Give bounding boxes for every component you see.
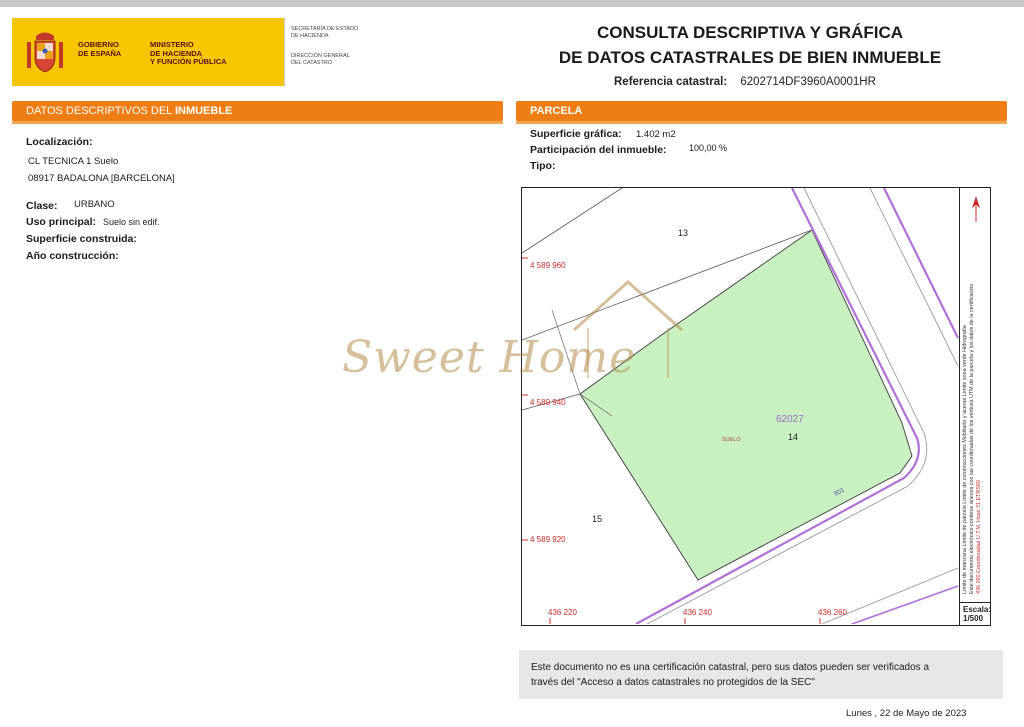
direccion-line2: DEL CATASTRO (291, 59, 333, 66)
map-drawing (522, 188, 959, 624)
descriptivos-header (12, 101, 503, 121)
cadastral-map (521, 187, 991, 626)
legend-line1: Límite de manzana Límite de parcela Límite de construcciones Mobiliario y aceras Límite zona verde Hidrografía (962, 325, 968, 594)
ministry-line1: MINISTERIO (150, 40, 194, 49)
tipo-label: Tipo: (530, 160, 556, 172)
note-line2: través del "Acceso a datos catastrales no protegidos de la SEC" (531, 677, 815, 688)
scale-box (959, 602, 990, 625)
scale-label: Escala: (963, 605, 992, 614)
legend-text (960, 188, 991, 598)
sidewalk-line-2 (870, 188, 958, 366)
address-line2: 08917 BADALONA [BARCELONA] (28, 173, 175, 184)
note-line1: Este documento no es una certificación catastral, pero sus datos pueden ser verificados a (531, 662, 930, 673)
document-date: Lunes , 22 de Mayo de 2023 (846, 708, 967, 719)
scale-value: 1/500 (963, 614, 984, 623)
y-coord-bot: 4 589 920 (530, 535, 566, 544)
gov-name-line1: GOBIERNO (78, 40, 119, 49)
legend-line2: Este documento electrónico contiene anexos con las coordenadas de los vértices UTM de la parcela y los datos de la certificación. (969, 282, 975, 594)
reference-row (614, 76, 876, 88)
secretaria-text (291, 26, 364, 39)
ministry-name (150, 41, 227, 67)
boundary-line-1 (522, 188, 622, 253)
secretaria-line1: SECRETARÍA DE ESTADO (291, 26, 359, 32)
title-line2: DE DATOS CATASTRALES DE BIEN INMUEBLE (558, 48, 942, 67)
title-line1: CONSULTA DESCRIPTIVA Y GRÁFICA (596, 23, 904, 42)
x-coord-left: 436 220 (548, 608, 577, 617)
coat-of-arms-icon (24, 28, 66, 76)
address-line1: CL TECNICA 1 Suelo (28, 156, 119, 167)
parcel-15-label: 15 (592, 514, 603, 524)
direccion-text (291, 53, 364, 66)
parcela-header (516, 101, 1007, 121)
secretaria-block (284, 18, 364, 86)
participacion-label: Participación del inmueble: (530, 144, 667, 156)
reference-label: Referencia catastral: (614, 76, 728, 88)
ministry-line3: Y FUNCIÓN PÚBLICA (150, 57, 227, 66)
gov-name (78, 41, 121, 58)
parcela-underline (516, 121, 1007, 124)
boundary-line-4 (552, 310, 580, 394)
street-number-label: 901 (832, 486, 846, 498)
top-bar (0, 0, 1024, 7)
uso-label: Uso principal: (26, 216, 97, 228)
block-boundary-purple-2 (884, 188, 958, 338)
descriptivos-underline (12, 121, 503, 124)
y-coord-top: 4 589 960 (530, 261, 566, 270)
document-title (520, 20, 980, 70)
x-coord-right: 436 260 (818, 608, 847, 617)
x-coord-mid: 436 240 (683, 608, 712, 617)
uso-value: Suelo sin edif. (103, 217, 160, 227)
legend-line3: 436 260 Coordenadas U.T.M. Huso 31 ETRS89 (976, 480, 982, 594)
secretaria-line2: DE HACIENDA (291, 32, 329, 39)
gov-name-line2: DE ESPAÑA (78, 48, 122, 58)
y-coord-mid: 4 589 940 (530, 398, 566, 407)
parcel-polygon (580, 230, 912, 580)
anio-construccion-label: Año construcción: (26, 250, 119, 262)
ministry-line2: DE HACIENDA (150, 48, 203, 58)
gov-logo-block (12, 18, 284, 86)
direccion-line1: DIRECCIÓN GENERAL (291, 53, 350, 59)
superficie-construida-label: Superficie construida: (26, 233, 137, 245)
superficie-grafica-label: Superficie gráfica: (530, 128, 622, 140)
reference-value: 6202714DF3960A0001HR (740, 76, 876, 88)
disclaimer-note (519, 650, 1003, 699)
localizacion-label: Localización: (26, 136, 93, 148)
superficie-grafica-value: 1.402 m2 (636, 129, 676, 140)
descriptivos-header-bold: INMUEBLE (174, 105, 233, 117)
parcela-header-text: PARCELA (530, 105, 583, 117)
suelo-label: SUELO (722, 437, 741, 443)
descriptivos-header-text: DATOS DESCRIPTIVOS DEL (26, 105, 175, 117)
watermark-text: Sweet Home (342, 332, 637, 383)
parcel-id-label: 62027 (776, 414, 804, 425)
participacion-value: 100,00 % (689, 143, 728, 153)
clase-value: URBANO (74, 199, 115, 210)
map-legend (959, 188, 990, 604)
parcel-14-label: 14 (788, 432, 799, 442)
clase-label: Clase: (26, 200, 58, 212)
parcel-13-label: 13 (678, 228, 689, 238)
